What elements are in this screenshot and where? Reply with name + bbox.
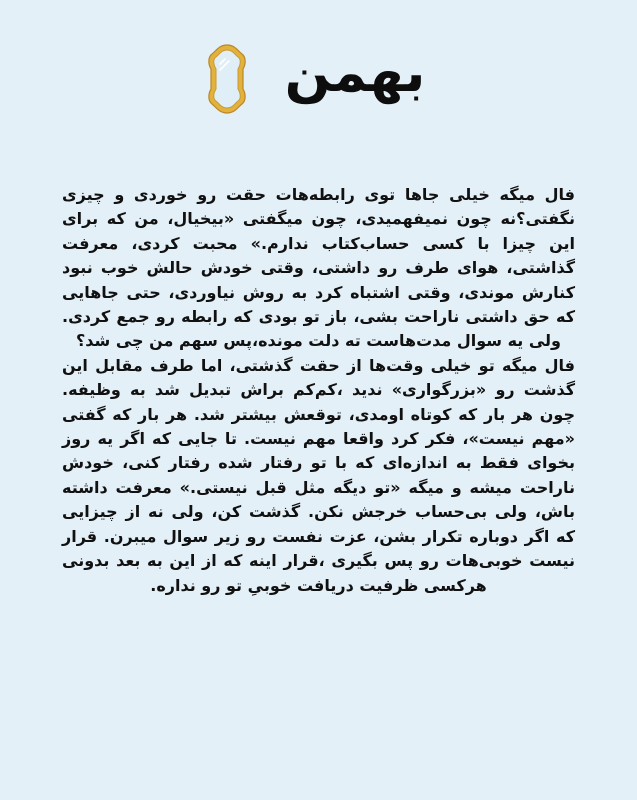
mirror-icon — [205, 42, 249, 116]
paragraph-1: فال میگه خیلی جاها توی رابطه‌هات حقت رو خوردی و چیزی نگفتی؟نه چون نمیفهمیدی، چون میگفتی «بیخیال، من که برای این چیزا با کسی حساب‌کتاب ندارم.» محبت کردی، معرفت گذاشتی، هوای طرف رو داشتی، وقتی خودش حالش خوب نبود کنارش موندی، وقتی اشتباه کرد به روش نیاوردی، حتی جاهایی که حق داشتی ناراحت بشی، باز تو بودی که رابطه رو جمع کردی. ولی یه سوال مدت‌هاست ته دلت مونده،پس سهم من چی شد؟ — [62, 185, 575, 351]
page-title: بهمن — [284, 41, 426, 104]
paragraph-2: فال میگه تو خیلی وقت‌ها از حقت گذشتی، اما طرف مقابل این گذشت رو «بزرگواری» ندید ،کم‌کم براش تبدیل شد به وظیفه. چون هر بار که کوتاه اومدی، توقعش بیشتر شد. هر بار که گفتی «مهم نیست»، فکر کرد واقعا مهم نیست. تا جایی که اگر یه روز بخوای فقط به اندازه‌ای که با تو رفتار شده رفتار کنی، خودش ناراحت میشه و میگه «تو دیگه مثل قبل نیستی.» معرفت داشته باش، ولی بی‌حساب خرجش نکن. گذشت کن، ولی نه از چیزایی که اگر دوباره تکرار بشن، عزت نفست رو زیر سوال میبرن. قرار نیست خوبی‌هات رو پس بگیری ،قرار اینه که از این به بعد بدونی هرکسی ظرفیت دریافت خوبیِ تو رو نداره. — [62, 355, 575, 595]
header — [0, 28, 637, 118]
fortune-text — [62, 183, 575, 598]
